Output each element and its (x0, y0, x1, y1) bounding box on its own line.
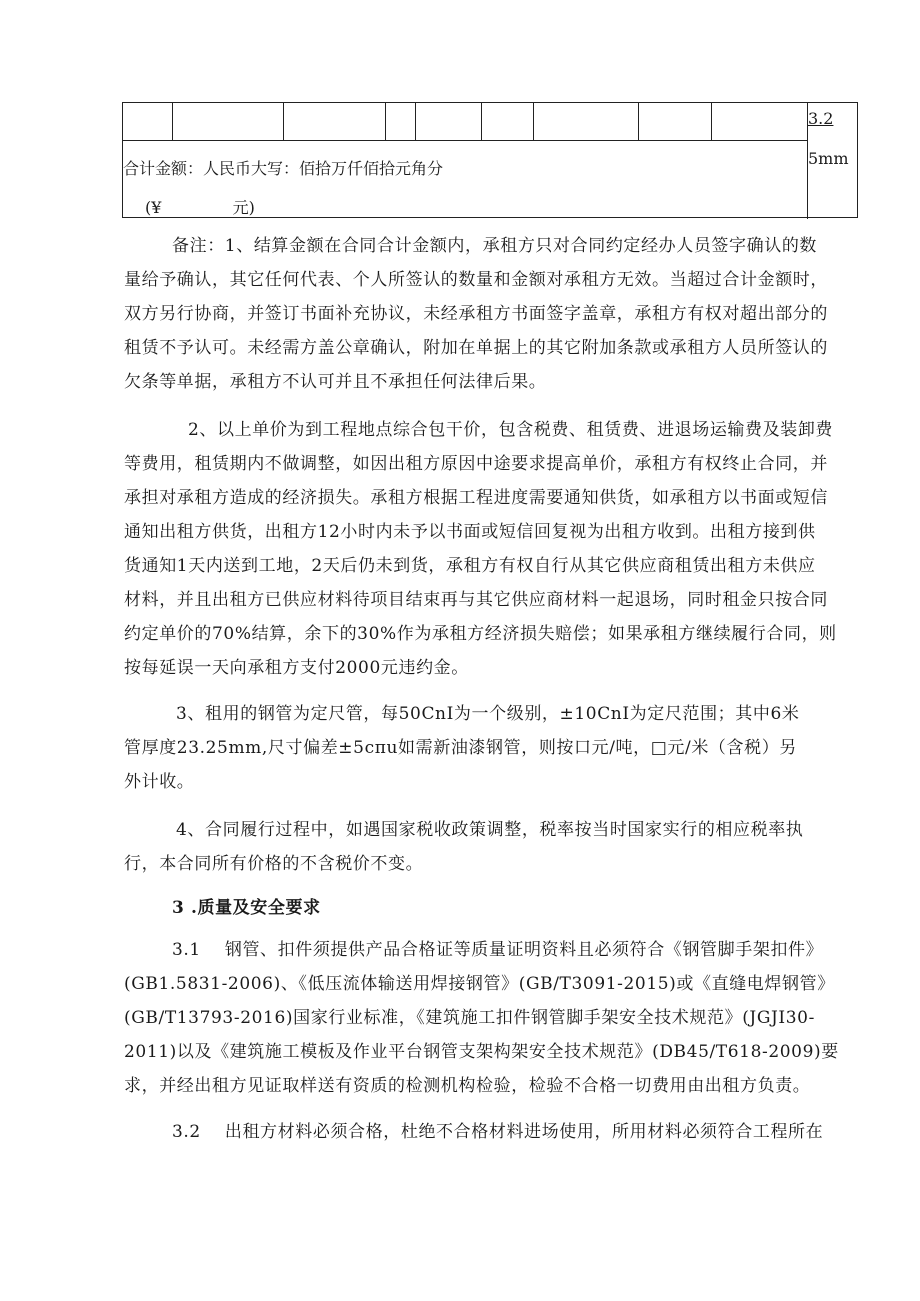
note2-line: 按每延误一天向承租方支付2000元违约金。 (124, 658, 469, 678)
note4-line: 行，本合同所有价格的不含税价不变。 (124, 854, 424, 874)
table-divider (172, 103, 173, 140)
section31-line: (GB1.5831-2006)、《低压流体输送用焊接钢管》(GB/T3091-2015)或《直缝电焊钢管》 (124, 974, 835, 994)
note1-line: 备注：1、结算金额在合同合计金额内，承租方只对合同约定经办人员签字确认的数 (172, 236, 818, 256)
note2-line: 通知出租方供货，出租方12小时内未予以书面或短信回复视为出租方收到。出租方接到供 (124, 522, 816, 542)
note1-line: 双方另行协商，并签订书面补充协议，未经承租方书面签字盖章，承租方有权对超出部分的 (124, 304, 828, 324)
table-divider (385, 103, 386, 140)
note2-line: 货通知1天内送到工地，2天后仍未到货，承租方有权自行从其它供应商租赁出租方未供应 (124, 556, 816, 576)
note1-line: 租赁不予认可。未经需方盖公章确认，附加在单据上的其它附加条款或承租方人员所签认的 (124, 338, 828, 358)
section31-line: (GB/T13793-2016)国家行业标准，《建筑施工扣件钢管脚手架安全技术规范》(JGJI30- (124, 1008, 815, 1028)
note2-line: 承担对承租方造成的经济损失。承租方根据工程进度需要通知供货，如承租方以书面或短信 (124, 488, 828, 508)
total-amount-label: 合计金额：人民币大写：佰拾万仟佰拾元角分 (123, 159, 444, 178)
note1-line: 欠条等单据，承租方不认可并且不承担任何法律后果。 (124, 372, 547, 392)
table-divider (481, 103, 482, 140)
table-row-divider (123, 140, 808, 141)
note2-line: 约定单价的70%结算，余下的30%作为承租方经济损失赔偿；如果承租方继续履行合同，则 (124, 624, 837, 644)
table-divider (711, 103, 712, 140)
total-amount-table (122, 102, 858, 218)
note2-line: 等费用，租赁期内不做调整，如因出租方原因中途要求提高单价，承租方有权终止合同，并 (124, 454, 828, 474)
note3-line: 3、租用的钢管为定尺管，每50CnI为一个级别，±10CnI为定尺范围；其中6米 (176, 704, 800, 724)
note3-line: 外计收。 (124, 772, 195, 792)
section-heading: 3 .质量及安全要求 (172, 898, 321, 918)
corner-value-top: 3.2 (808, 109, 834, 128)
corner-value-bottom: 5mm (808, 149, 849, 168)
table-divider (533, 103, 534, 140)
note4-line: 4、合同履行过程中，如遇国家税收政策调整，税率按当时国家实行的相应税率执 (176, 820, 804, 840)
table-divider (638, 103, 639, 140)
section31-line: 求，并经出租方见证取样送有资质的检测机构检验，检验不合格一切费用由出租方负责。 (124, 1076, 811, 1096)
note1-line: 量给予确认，其它任何代表、个人所签认的数量和金额对承租方无效。当超过合计金额时， (124, 270, 828, 290)
note2-line: 材料，并且出租方已供应材料待项目结束再与其它供应商材料一起退场，同时租金只按合同 (124, 590, 828, 610)
section32-line: 3.2 出租方材料必须合格，杜绝不合格材料进场使用，所用材料必须符合工程所在 (172, 1122, 824, 1142)
note3-line: 管厚度23.25mm,尺寸偏差±5cπu如需新油漆钢管，则按口元/吨，□元/米（含税）另 (124, 738, 797, 758)
total-amount-yuan: (¥ 元) (145, 198, 255, 217)
table-divider (415, 103, 416, 140)
table-divider (283, 103, 284, 140)
note2-line: 2、以上单价为到工程地点综合包干价，包含税费、租赁费、进退场运输费及装卸费 (188, 420, 834, 440)
section31-line: 2011)以及《建筑施工模板及作业平台钢管支架构架安全技术规范》(DB45/T618-2009)要 (124, 1042, 839, 1062)
section31-line: 3.1 钢管、扣件须提供产品合格证等质量证明资料且必须符合《钢管脚手架扣件》 (172, 940, 824, 960)
